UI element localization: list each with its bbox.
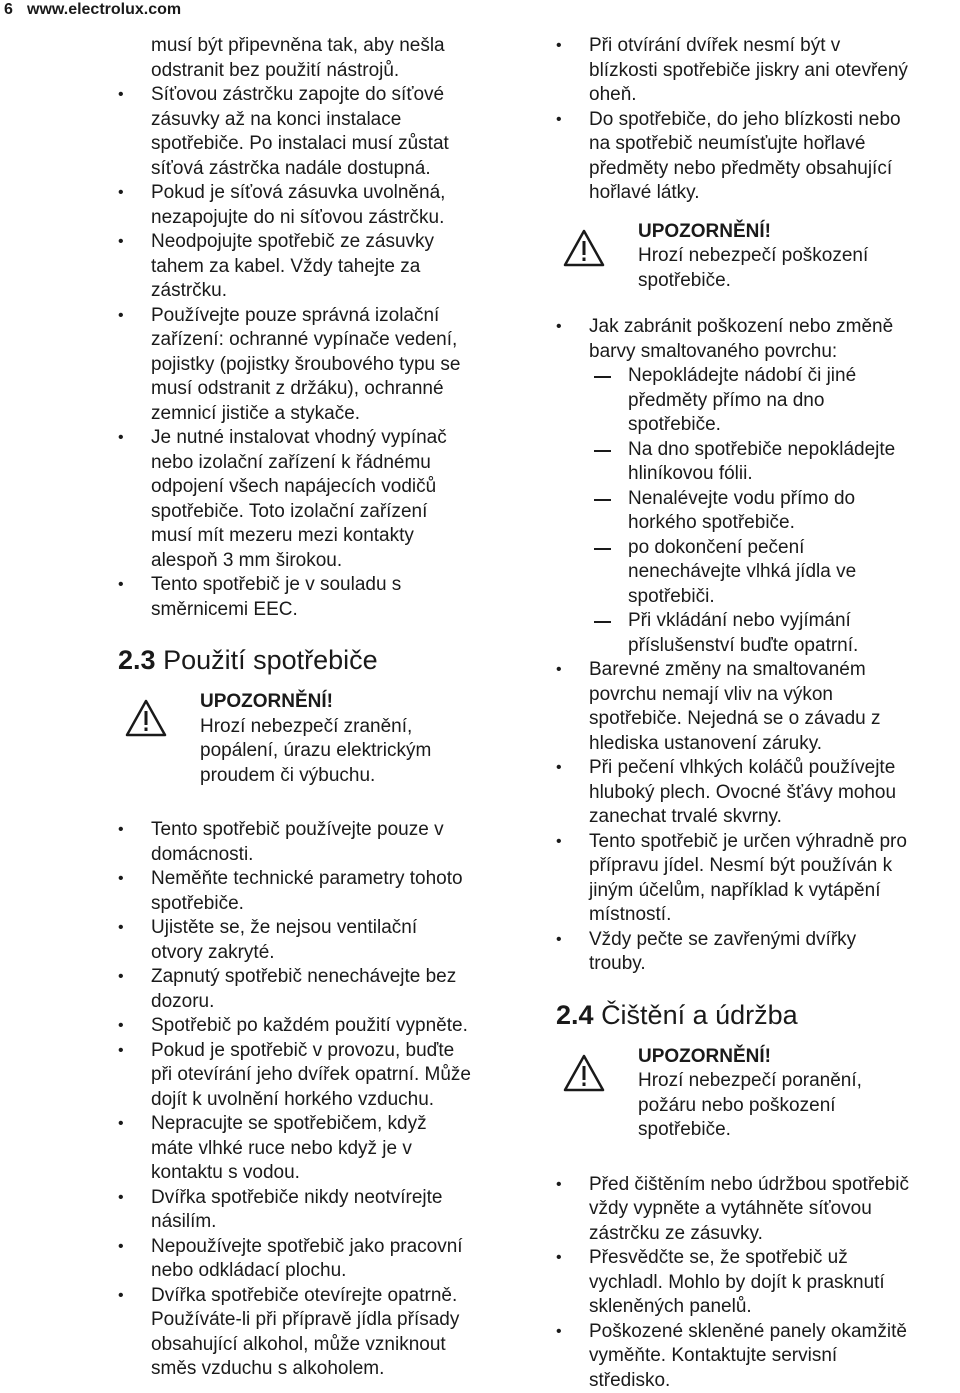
text-line: spotřebiče. <box>638 269 958 294</box>
list-item <box>556 830 958 928</box>
text-line: zásuvky až na konci instalace <box>151 108 528 133</box>
text-line: • Tento spotřebič je v souladu s <box>151 573 528 598</box>
text-line: středisko. <box>589 1369 958 1393</box>
bullet-list <box>556 1173 958 1393</box>
warning-box <box>118 690 528 788</box>
text-line: • Nepracujte se spotřebičem, když <box>151 1112 528 1137</box>
left-column <box>118 34 528 1382</box>
text-line: síťová zástrčka nadále dostupná. <box>151 157 528 182</box>
section-title: Čištění a údržba <box>601 1000 798 1030</box>
text-line: nebo odkládací plochu. <box>151 1259 528 1284</box>
list-item <box>118 1235 528 1284</box>
section-heading <box>118 644 528 676</box>
text-line: • Neměňte technické parametry tohoto <box>151 867 528 892</box>
text-line: přípravu jídel. Nesmí být používán k <box>589 854 958 879</box>
list-item <box>118 965 528 1014</box>
bullet-list <box>556 658 958 977</box>
list-item <box>118 916 528 965</box>
section-heading <box>556 999 958 1031</box>
text-line: blízkosti spotřebiče jiskry ani otevřený <box>589 59 958 84</box>
website-url: www.electrolux.com <box>27 0 181 20</box>
text-line: dozoru. <box>151 990 528 1015</box>
list-item <box>556 1246 958 1320</box>
text-line: jiným účelům, například k vytápění <box>589 879 958 904</box>
text-line: nebo izolační zařízení k řádnému <box>151 451 528 476</box>
text-line: • Dvířka spotřebiče otevírejte opatrně. <box>151 1284 528 1309</box>
text-line: • Ujistěte se, že nejsou ventilační <box>151 916 528 941</box>
text-line: • Přesvědčte se, že spotřebič už <box>589 1246 958 1271</box>
warning-title: UPOZORNĚNÍ! <box>638 1045 958 1070</box>
list-item <box>556 756 958 830</box>
text-line: • Pokud je spotřebič v provozu, buďte <box>151 1039 528 1064</box>
text-line: obsahující alkohol, může vzniknout <box>151 1333 528 1358</box>
text-line: skleněných panelů. <box>589 1295 958 1320</box>
list-item <box>556 315 958 364</box>
text-line: • Poškozené skleněné panely okamžitě <box>589 1320 958 1345</box>
warning-text <box>200 715 528 789</box>
list-item <box>556 34 958 108</box>
bullet-list <box>118 818 528 1382</box>
text-line: zařízení: ochranné vypínače vedení, <box>151 328 528 353</box>
bullet-list <box>118 83 528 622</box>
text-line: • Dvířka spotřebiče nikdy neotvírejte <box>151 1186 528 1211</box>
text-line: • Barevné změny na smaltovaném <box>589 658 958 683</box>
text-line: otvory zakryté. <box>151 941 528 966</box>
text-line: máte vlhké ruce nebo když je v <box>151 1137 528 1162</box>
text-line: Nenalévejte vodu přímo do <box>628 487 958 512</box>
text-line: proudem či výbuchu. <box>200 764 528 789</box>
text-line: příslušenství buďte opatrní. <box>628 634 958 659</box>
list-item <box>556 658 958 756</box>
text-line: předměty nebo předměty obsahující <box>589 157 958 182</box>
list-item <box>118 426 528 573</box>
list-item <box>556 928 958 977</box>
text-line: po dokončení pečení <box>628 536 958 561</box>
text-line: Při vkládání nebo vyjímání <box>628 609 958 634</box>
section-number: 2.3 <box>118 645 156 675</box>
text-line: Nepokládejte nádobí či jiné <box>628 364 958 389</box>
dash-list-item <box>556 487 958 536</box>
text-line: Hrozí nebezpečí zranění, <box>200 715 528 740</box>
text-line: Hrozí nebezpečí poškození <box>638 244 958 269</box>
text-line: spotřebiče. <box>151 892 528 917</box>
warning-icon <box>562 1053 606 1093</box>
list-item <box>118 181 528 230</box>
text-line: barvy smaltovaného povrchu: <box>589 340 958 365</box>
text-line: Na dno spotřebiče nepokládejte <box>628 438 958 463</box>
text-line: • Vždy pečte se zavřenými dvířky <box>589 928 958 953</box>
text-line: hluboký plech. Ovocné šťávy mohou <box>589 781 958 806</box>
text-line: spotřebiče. Nejedná se o závadu z <box>589 707 958 732</box>
text-line: musí být připevněna tak, aby nešla <box>151 34 528 59</box>
text-line: hořlavé látky. <box>589 181 958 206</box>
page-header <box>0 0 960 20</box>
text-line: odpojení všech napájecích vodičů <box>151 475 528 500</box>
text-line: tahem za kabel. Vždy tahejte za <box>151 255 528 280</box>
text-line: směs vzduchu s alkoholem. <box>151 1357 528 1382</box>
list-item <box>118 1112 528 1186</box>
dash-list-item <box>556 536 958 610</box>
list-item <box>118 1186 528 1235</box>
list-item <box>118 34 528 83</box>
text-line: nenechávejte vlhká jídla ve <box>628 560 958 585</box>
text-line: hlediska ustanovení záruky. <box>589 732 958 757</box>
text-line: pojistky (pojistky šroubového typu se <box>151 353 528 378</box>
list-item <box>118 83 528 181</box>
text-line: požáru nebo poškození <box>638 1094 958 1119</box>
section-title: Použití spotřebiče <box>163 645 378 675</box>
warning-title: UPOZORNĚNÍ! <box>638 220 958 245</box>
text-line: směrnicemi EEC. <box>151 598 528 623</box>
text-line: • Jak zabránit poškození nebo změně <box>589 315 958 340</box>
warning-text <box>638 244 958 293</box>
list-item <box>118 1039 528 1113</box>
text-line: • Tento spotřebič je určen výhradně pro <box>589 830 958 855</box>
list-item <box>556 108 958 206</box>
text-line: • Je nutné instalovat vhodný vypínač <box>151 426 528 451</box>
right-column <box>556 34 958 1393</box>
dash-list-item <box>556 438 958 487</box>
text-line: • Používejte pouze správná izolační <box>151 304 528 329</box>
text-line: zástrčku ze zásuvky. <box>589 1222 958 1247</box>
text-line: • Při otvírání dvířek nesmí být v <box>589 34 958 59</box>
dash-list-item <box>556 609 958 658</box>
list-item-text <box>589 315 958 364</box>
text-line: spotřebiče. Toto izolační zařízení <box>151 500 528 525</box>
text-line: horkého spotřebiče. <box>628 511 958 536</box>
list-item <box>556 1173 958 1247</box>
list-item <box>118 573 528 622</box>
text-line: při otevírání jeho dvířek opatrní. Může <box>151 1063 528 1088</box>
section-number: 2.4 <box>556 1000 594 1030</box>
text-line: oheň. <box>589 83 958 108</box>
text-line: spotřebiči. <box>628 585 958 610</box>
text-line: • Spotřebič po každém použití vypněte. <box>151 1014 528 1039</box>
list-item <box>118 304 528 427</box>
text-line: popálení, úrazu elektrickým <box>200 739 528 764</box>
text-line: • Síťovou zástrčku zapojte do síťové <box>151 83 528 108</box>
text-line: vyměňte. Kontaktujte servisní <box>589 1344 958 1369</box>
warning-text <box>638 1069 958 1143</box>
bullet-list <box>118 34 528 83</box>
text-line: trouby. <box>589 952 958 977</box>
page-number: 6 <box>4 0 13 20</box>
text-line: dojít k uvolnění horkého vzduchu. <box>151 1088 528 1113</box>
text-line: násilím. <box>151 1210 528 1235</box>
bullet-list <box>556 315 958 364</box>
text-line: • Nepoužívejte spotřebič jako pracovní <box>151 1235 528 1260</box>
warning-icon <box>562 228 606 268</box>
text-line: na spotřebič neumísťujte hořlavé <box>589 132 958 157</box>
text-line: • Před čištěním nebo údržbou spotřebič <box>589 1173 958 1198</box>
text-line: zanechat trvalé skvrny. <box>589 805 958 830</box>
text-line: musí mít mezeru mezi kontakty <box>151 524 528 549</box>
text-line: Hrozí nebezpečí poranění, <box>638 1069 958 1094</box>
dash-list <box>556 364 958 658</box>
text-line: alespoň 3 mm širokou. <box>151 549 528 574</box>
warning-title: UPOZORNĚNÍ! <box>200 690 528 715</box>
list-item <box>118 1014 528 1039</box>
text-line: odstranit bez použití nástrojů. <box>151 59 528 84</box>
text-line: spotřebiče. <box>638 1118 958 1143</box>
text-line: zástrčku. <box>151 279 528 304</box>
text-line: hliníkovou fólii. <box>628 462 958 487</box>
text-line: spotřebiče. Po instalaci musí zůstat <box>151 132 528 157</box>
text-line: předměty přímo na dno <box>628 389 958 414</box>
list-item <box>118 230 528 304</box>
text-line: • Neodpojujte spotřebič ze zásuvky <box>151 230 528 255</box>
bullet-list <box>556 34 958 206</box>
warning-icon <box>124 698 168 738</box>
warning-box <box>556 1045 958 1143</box>
text-line: kontaktu s vodou. <box>151 1161 528 1186</box>
list-item <box>556 1320 958 1393</box>
text-line: • Tento spotřebič používejte pouze v <box>151 818 528 843</box>
text-line: spotřebiče. <box>628 413 958 438</box>
text-line: místností. <box>589 903 958 928</box>
text-line: Používáte-li při přípravě jídla přísady <box>151 1308 528 1333</box>
dash-list-item <box>556 364 958 438</box>
warning-box <box>556 220 958 294</box>
list-item <box>118 818 528 867</box>
text-line: • Do spotřebiče, do jeho blízkosti nebo <box>589 108 958 133</box>
list-item <box>118 1284 528 1382</box>
list-item <box>118 867 528 916</box>
text-line: musí odstranit z držáku), ochranné <box>151 377 528 402</box>
text-line: domácnosti. <box>151 843 528 868</box>
text-line: povrchu nemají vliv na výkon <box>589 683 958 708</box>
text-line: • Zapnutý spotřebič nenechávejte bez <box>151 965 528 990</box>
text-line: • Při pečení vlhkých koláčů používejte <box>589 756 958 781</box>
text-line: • Pokud je síťová zásuvka uvolněná, <box>151 181 528 206</box>
text-line: vždy vypněte a vytáhněte síťovou <box>589 1197 958 1222</box>
text-line: zemnicí jističe a stykače. <box>151 402 528 427</box>
text-line: vychladl. Mohlo by dojít k prasknutí <box>589 1271 958 1296</box>
text-line: nezapojujte do ni síťovou zástrčku. <box>151 206 528 231</box>
